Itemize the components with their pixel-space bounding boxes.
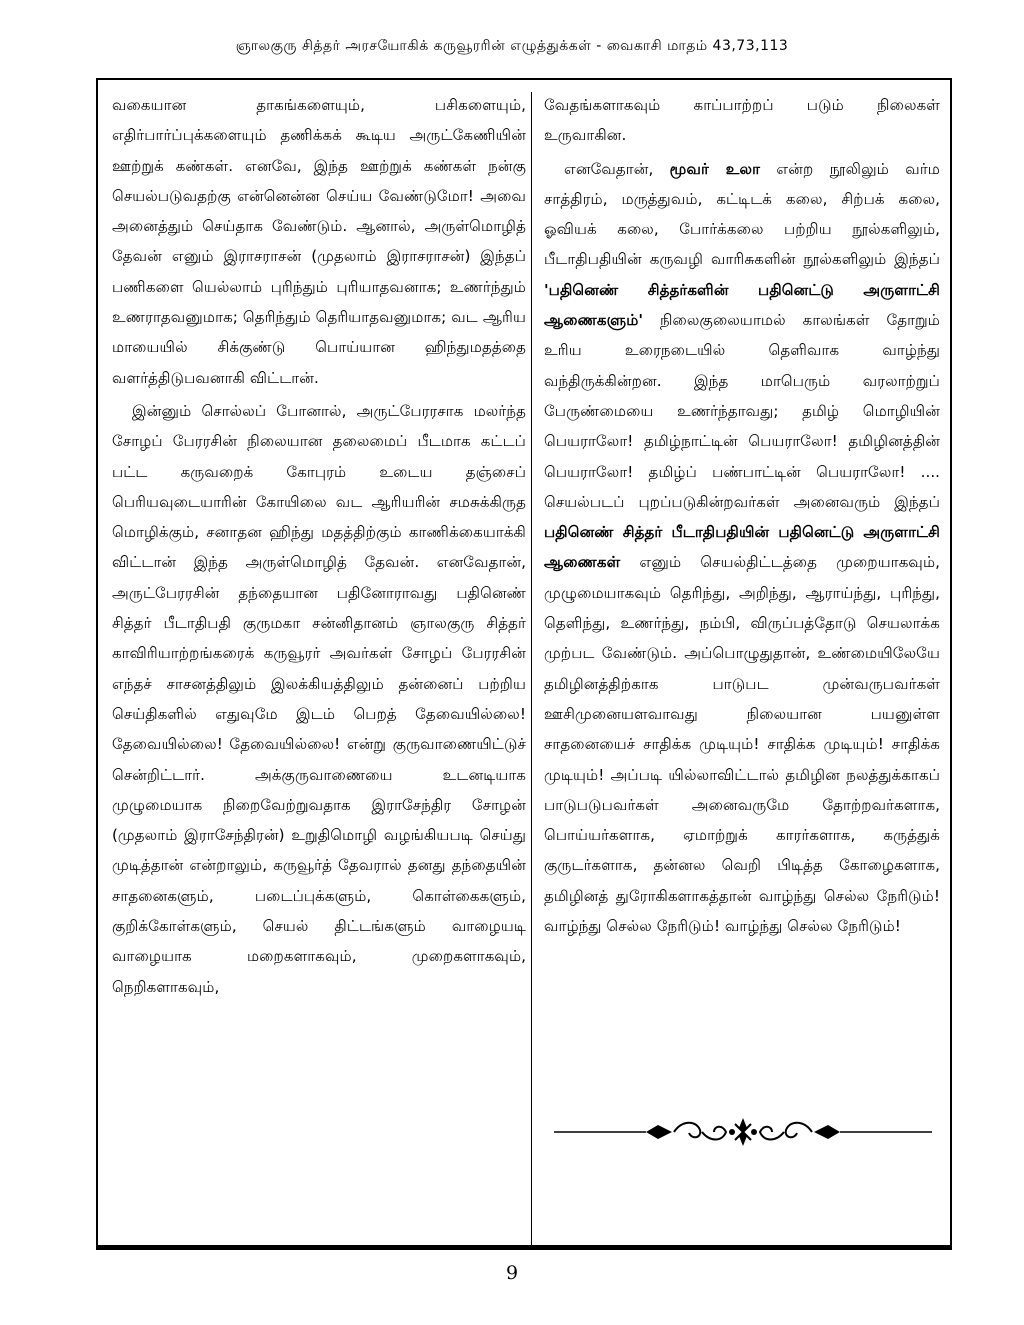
page-frame bbox=[96, 78, 952, 1250]
right-column bbox=[544, 90, 940, 1245]
bold-phrase-eighteen-orders: 'பதினெண் சித்தர்களின் பதினெட்டு அருளாட்சி ஆணைகளும்' bbox=[544, 280, 940, 330]
column-divider bbox=[531, 92, 532, 1245]
text-run: என்ற நூலிலும் வர்ம சாத்திரம், மருத்துவம், கட்டிடக் கலை, சிற்பக் கலை, ஓவியக் கலை, போர்க்கலை பற்றிய நூல்களிலும், பீடாதிபதியின் கருவழி வாரிசுகளின் நூல்களிலும் இந்தப் bbox=[544, 159, 940, 269]
floral-divider-icon bbox=[554, 1114, 932, 1150]
left-paragraph-1: வகையான தாகங்களையும், பசிகளையும், எதிர்பார்ப்புக்களையும் தணிக்கக் கூடிய அருட்கேணியின் ஊற்றுக் கண்கள். எனவே, இந்த ஊற்றுக் கண்கள் நன்கு செயல்படுவதற்கு என்னென்ன செய்ய வேண்டுமோ! அவை அனைத்தும் செய்தாக வேண்டும். ஆனால், அருள்மொழித் தேவன் எனும் இராசராசன் (முதலாம் இராசராசன்) இந்தப் பணிகளை யெல்லாம் புரிந்தும் புரியாதவனாக; உணர்ந்தும் உணராதவனுமாக; தெரிந்தும் தெரியாதவனுமாக; வட ஆரிய மாயையில் சிக்குண்டு பொய்யான ஹிந்துமதத்தை வளர்த்திடுபவனாகி விட்டான். bbox=[112, 96, 526, 387]
text-run: எனவேதான், bbox=[564, 159, 670, 178]
page-number: 9 bbox=[505, 1262, 519, 1284]
bold-title-moovar-ula: மூவர் உலா bbox=[669, 159, 761, 178]
text-run: எனும் செயல்திட்டத்தை முறையாகவும், முழுமையாகவும் தெரிந்து, அறிந்து, ஆராய்ந்து, புரிந்து, தெளிந்து, உணர்ந்து, நம்பி, விருப்பத்தோடு செயலாக்க முற்பட வேண்டும். அப்பொழுதுதான், உண்மையிலேயே தமிழினத்திற்காக பாடுபட முன்வருபவர்கள் ஊசிமுனையளவாவது நிலையான பயனுள்ள சாதனையைச் சாதிக்க முடியும்! சாதிக்க முடியும்! சாதிக்க முடியும்! அப்படி யில்லாவிட்டால் தமிழின நலத்துக்காகப் பாடுபடுபவர்கள் அனைவருமே தோற்றவர்களாக, பொய்யர்களாக, ஏமாற்றுக் காரர்களாக, கருத்துக் குருடர்களாக, தன்னல வெறி பிடித்த கோழைகளாக, தமிழினத் துரோகிகளாகத்தான் வாழ்ந்து செல்ல நேரிடும்! வாழ்ந்து செல்ல நேரிடும்! வாழ்ந்து செல்ல நேரிடும்! bbox=[544, 553, 940, 936]
right-paragraph-1: வேதங்களாகவும் காப்பாற்றப் படும் நிலைகள் உருவாகின. bbox=[544, 96, 940, 145]
left-column bbox=[112, 90, 526, 1245]
left-paragraph-2: இன்னும் சொல்லப் போனால், அருட்பேரரசாக மலர்ந்த சோழப் பேரரசின் நிலையான தலைமைப் பீடமாக கட்டப் பட்ட கருவறைக் கோபுரம் உடைய தஞ்சைப் பெரியவுடையாரின் கோயிலை வட ஆரியரின் சமசுக்கிருத மொழிக்கும், சனாதன ஹிந்து மதத்திற்கும் காணிக்கையாக்கி விட்டான் இந்த அருள்மொழித் தேவன். எனவேதான், அருட்பேரரசின் தந்தையான பதினோராவது பதினெண் சித்தர் பீடாதிபதி குருமகா சன்னிதானம் ஞாலகுரு சித்தர் காவிரியாற்றங்கரைக் கருவூரர் அவர்கள் சோழப் பேரரசின் எந்தச் சாசனத்திலும் இலக்கியத்திலும் தன்னைப் பற்றிய செய்திகளில் எதுவுமே இடம் பெறத் தேவையில்லை! தேவையில்லை! தேவையில்லை! என்று குருவாணையிட்டுச் சென்றிட்டார். அக்குருவாணையை உடனடியாக முழுமையாக நிறைவேற்றுவதாக இராசேந்திர சோழன் (முதலாம் இராசேந்திரன்) உறுதிமொழி வழங்கியபடி செய்து முடித்தான் என்றாலும், கருவூர்த் தேவரால் தனது தந்தையின் சாதனைகளும், படைப்புக்களும், கொள்கைகளும், குறிக்கோள்களும், செயல் திட்டங்களும் வாழையடி வாழையாக மறைகளாகவும், முறைகளாகவும், நெறிகளாகவும், bbox=[112, 401, 526, 996]
right-paragraph-2 bbox=[544, 154, 940, 942]
bold-phrase-peetathipathi-orders: பதினெண் சித்தர் பீடாதிபதியின் பதினெட்டு அருளாட்சி ஆணைகள் bbox=[544, 523, 940, 572]
text-run: நிலைகுலையாமல் காலங்கள் தோறும் உரிய உரைநடையில் தெளிவாக வாழ்ந்து வந்திருக்கின்றன. இந்த மாபெரும் வரலாற்றுப் பேருண்மையை உணர்ந்தாவது; தமிழ் மொழியின் பெயராலோ! தமிழ்நாட்டின் பெயராலோ! தமிழினத்தின் பெயராலோ! தமிழ்ப் பண்பாட்டின் பெயராலோ! .... செயல்படப் புறப்படுகின்றவர்கள் அனைவரும் இந்தப் bbox=[544, 311, 940, 511]
running-header: ஞாலகுரு சித்தர் அரசயோகிக் கருவூரரின் எழுத்துக்கள் - வைகாசி மாதம் 43,73,113 bbox=[235, 38, 789, 54]
